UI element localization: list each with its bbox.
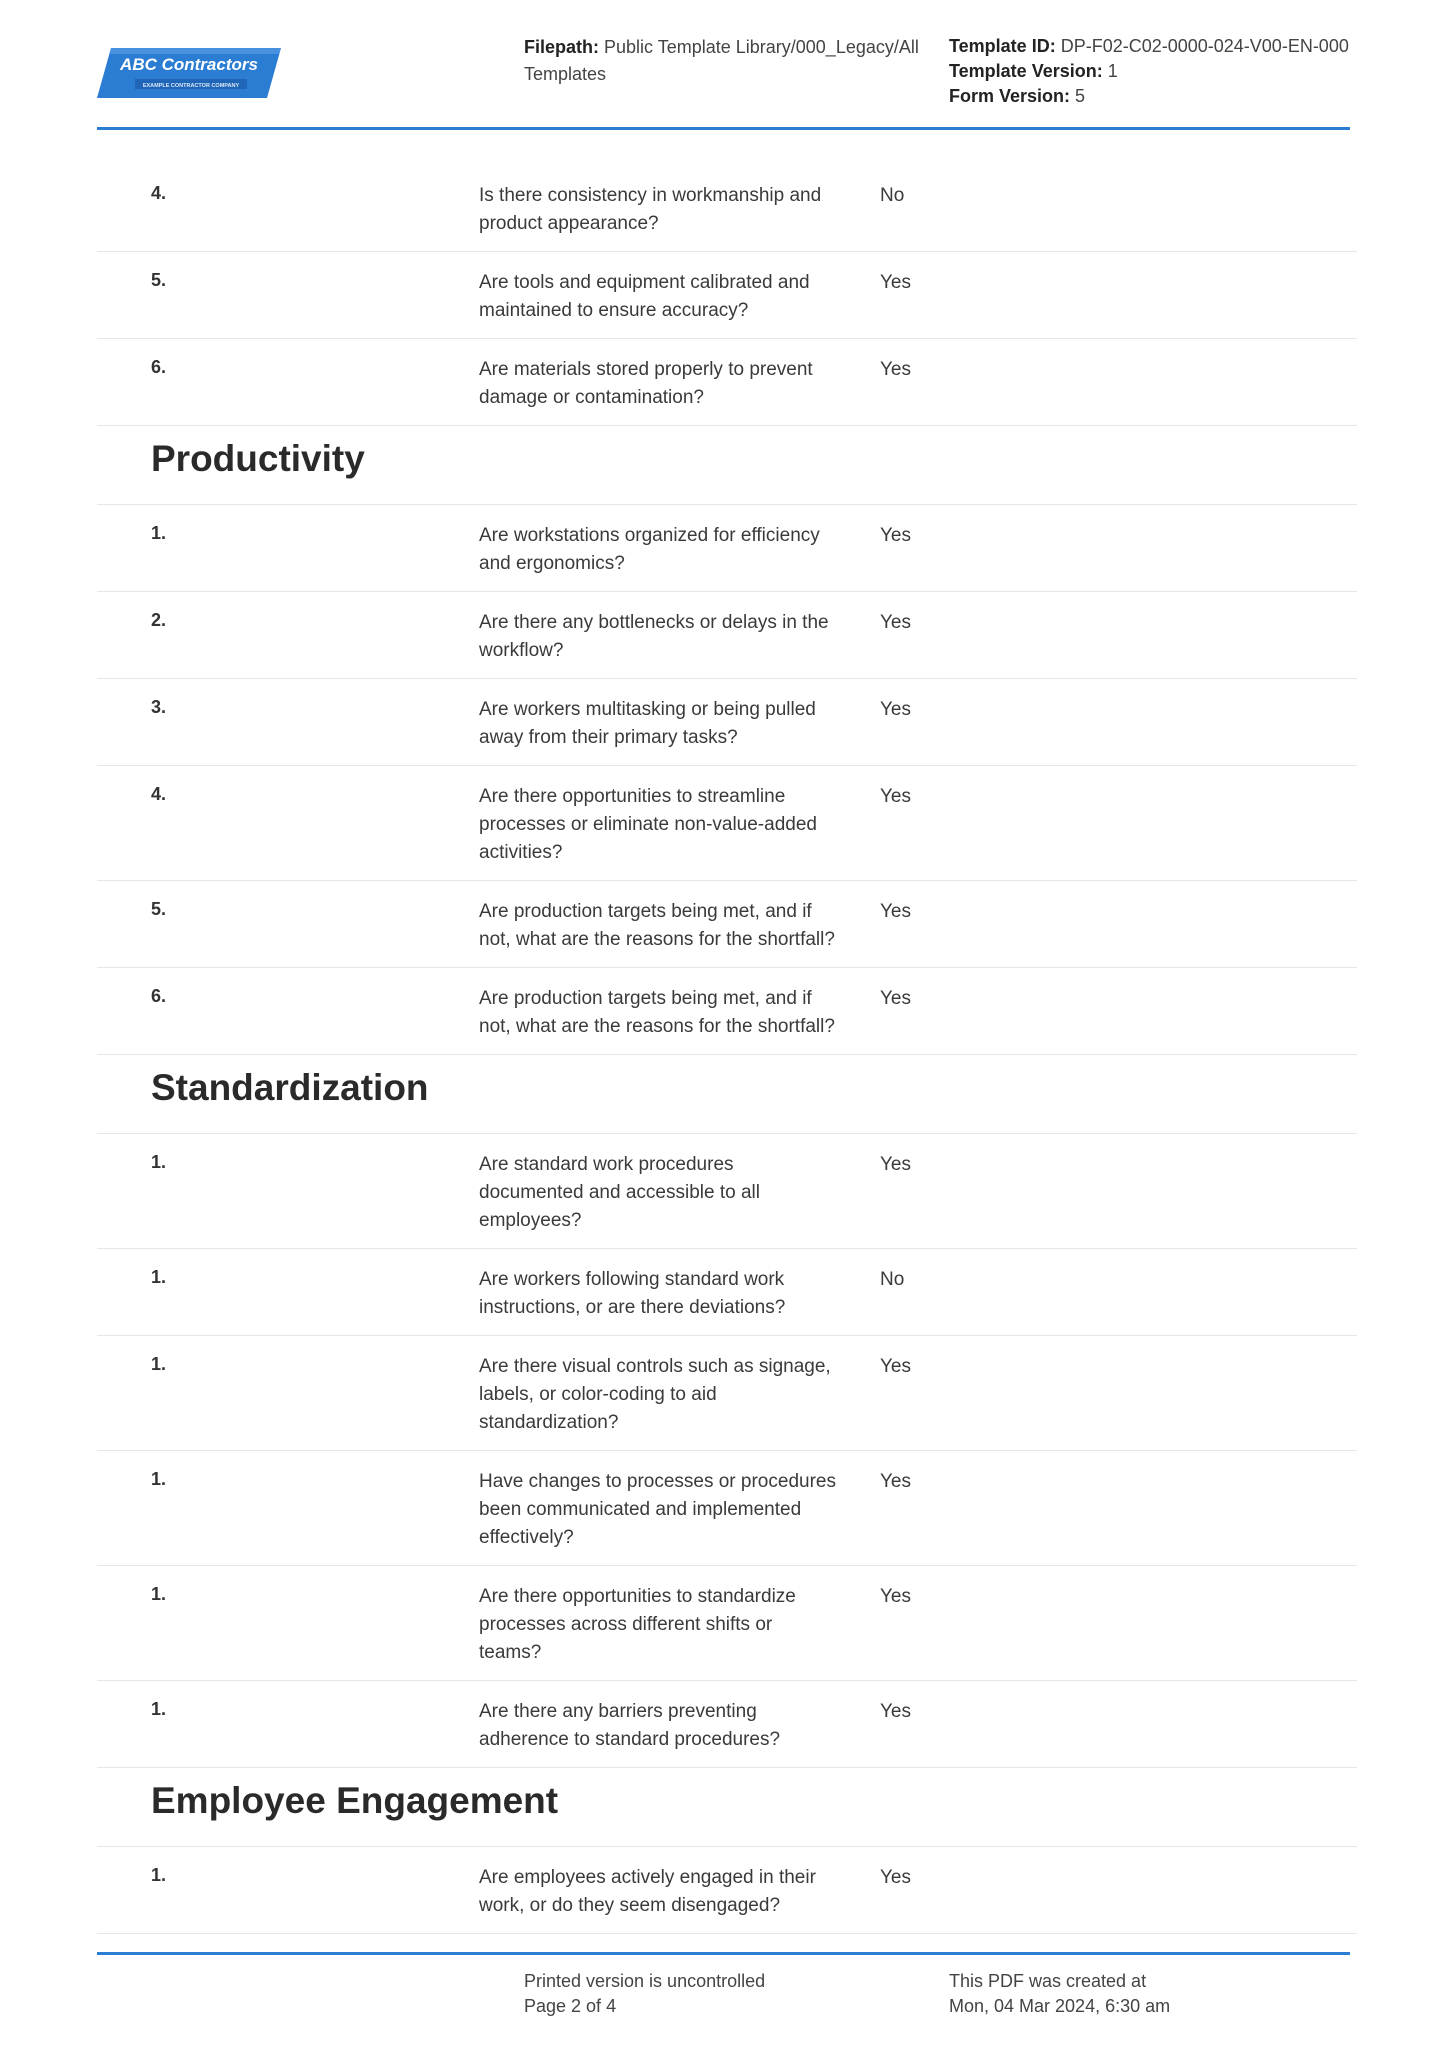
footer-created-info — [949, 1969, 1170, 2019]
question-number: 4. — [151, 784, 167, 804]
question-text: Are there visual controls such as signage, labels, or color-coding to aid standardization? — [479, 1356, 831, 1433]
question-text: Are there opportunities to standardize processes across different shifts or teams? — [479, 1586, 796, 1663]
question-number: 1. — [151, 523, 167, 543]
section-header — [97, 1055, 1357, 1134]
form-version-value: 5 — [1075, 86, 1086, 106]
checklist — [97, 165, 1357, 1934]
question-row — [97, 766, 1357, 881]
created-label: This PDF was created at — [949, 1971, 1147, 1991]
logo-subtext: EXAMPLE CONTRACTOR COMPANY — [142, 83, 240, 89]
question-row — [97, 1451, 1357, 1566]
question-text: Have changes to processes or procedures been communicated and implemented effectively? — [479, 1471, 836, 1548]
question-row — [97, 252, 1357, 339]
template-version-value: 1 — [1107, 61, 1118, 81]
question-text: Are there opportunities to streamline processes or eliminate non-value-added activities? — [479, 786, 817, 863]
form-version-label: Form Version: — [949, 86, 1071, 106]
question-text: Are production targets being met, and if not, what are the reasons for the shortfall? — [479, 901, 835, 950]
question-answer: Yes — [880, 786, 911, 807]
page-header — [97, 0, 1350, 130]
section-title: Standardization — [151, 1067, 429, 1108]
template-id-label: Template ID: — [949, 36, 1056, 56]
question-answer: Yes — [880, 1356, 911, 1377]
question-number: 1. — [151, 1584, 167, 1604]
question-text: Are tools and equipment calibrated and maintained to ensure accuracy? — [479, 272, 810, 321]
question-text: Are employees actively engaged in their work, or do they seem disengaged? — [479, 1867, 816, 1916]
question-number: 6. — [151, 986, 167, 1006]
question-answer: No — [880, 1269, 905, 1290]
question-row — [97, 1134, 1357, 1249]
question-number: 1. — [151, 1354, 167, 1374]
question-row — [97, 679, 1357, 766]
filepath-value: Public Template Library/000_Legacy/All Templates — [524, 37, 919, 84]
question-row — [97, 592, 1357, 679]
question-number: 6. — [151, 357, 167, 377]
template-id-value: DP-F02-C02-0000-024-V00-EN-000 — [1060, 36, 1349, 56]
question-row — [97, 1847, 1357, 1934]
question-answer: Yes — [880, 1471, 911, 1492]
question-answer: Yes — [880, 359, 911, 380]
template-version-label: Template Version: — [949, 61, 1103, 81]
filepath-label: Filepath: — [524, 37, 599, 57]
question-number: 1. — [151, 1267, 167, 1287]
section-header — [97, 1768, 1357, 1847]
section-header — [97, 426, 1357, 505]
question-row — [97, 1681, 1357, 1768]
question-row — [97, 881, 1357, 968]
question-text: Are workstations organized for efficiency and ergonomics? — [479, 525, 820, 574]
question-row — [97, 339, 1357, 426]
question-answer: Yes — [880, 1154, 911, 1175]
question-row — [97, 1566, 1357, 1681]
question-text: Are production targets being met, and if not, what are the reasons for the shortfall? — [479, 988, 835, 1037]
template-version — [949, 59, 1369, 84]
uncontrolled-notice: Printed version is uncontrolled — [524, 1971, 766, 1991]
question-answer: No — [880, 185, 905, 206]
question-row — [97, 968, 1357, 1055]
page-footer — [97, 1952, 1350, 2022]
form-version — [949, 84, 1369, 109]
question-row — [97, 1249, 1357, 1336]
question-number: 5. — [151, 270, 167, 290]
question-answer: Yes — [880, 1701, 911, 1722]
question-number: 4. — [151, 183, 167, 203]
company-logo — [97, 46, 281, 100]
question-answer: Yes — [880, 1586, 911, 1607]
template-id — [949, 34, 1369, 59]
question-text: Are there any barriers preventing adherence to standard procedures? — [479, 1701, 781, 1750]
logo-text: ABC Contractors — [120, 55, 258, 74]
question-answer: Yes — [880, 525, 911, 546]
question-answer: Yes — [880, 1867, 911, 1888]
filepath — [524, 34, 934, 88]
question-number: 1. — [151, 1699, 167, 1719]
question-answer: Yes — [880, 988, 911, 1009]
question-text: Is there consistency in workmanship and product appearance? — [479, 185, 822, 234]
page-number: Page 2 of 4 — [524, 1996, 617, 2016]
question-text: Are materials stored properly to prevent damage or contamination? — [479, 359, 813, 408]
question-text: Are there any bottlenecks or delays in the workflow? — [479, 612, 829, 661]
footer-print-info — [524, 1969, 765, 2019]
template-meta — [949, 34, 1369, 109]
question-number: 3. — [151, 697, 167, 717]
question-text: Are workers multitasking or being pulled away from their primary tasks? — [479, 699, 816, 748]
section-title: Employee Engagement — [151, 1780, 559, 1821]
question-number: 5. — [151, 899, 167, 919]
question-row — [97, 165, 1357, 252]
question-row — [97, 505, 1357, 592]
question-row — [97, 1336, 1357, 1451]
section-title: Productivity — [151, 438, 365, 479]
question-text: Are workers following standard work instructions, or are there deviations? — [479, 1269, 786, 1318]
question-answer: Yes — [880, 901, 911, 922]
created-date: Mon, 04 Mar 2024, 6:30 am — [949, 1996, 1171, 2016]
question-number: 1. — [151, 1152, 167, 1172]
question-text: Are standard work procedures documented and accessible to all employees? — [479, 1154, 760, 1231]
question-number: 1. — [151, 1865, 167, 1885]
question-answer: Yes — [880, 612, 911, 633]
question-answer: Yes — [880, 699, 911, 720]
question-number: 2. — [151, 610, 167, 630]
question-number: 1. — [151, 1469, 167, 1489]
question-answer: Yes — [880, 272, 911, 293]
